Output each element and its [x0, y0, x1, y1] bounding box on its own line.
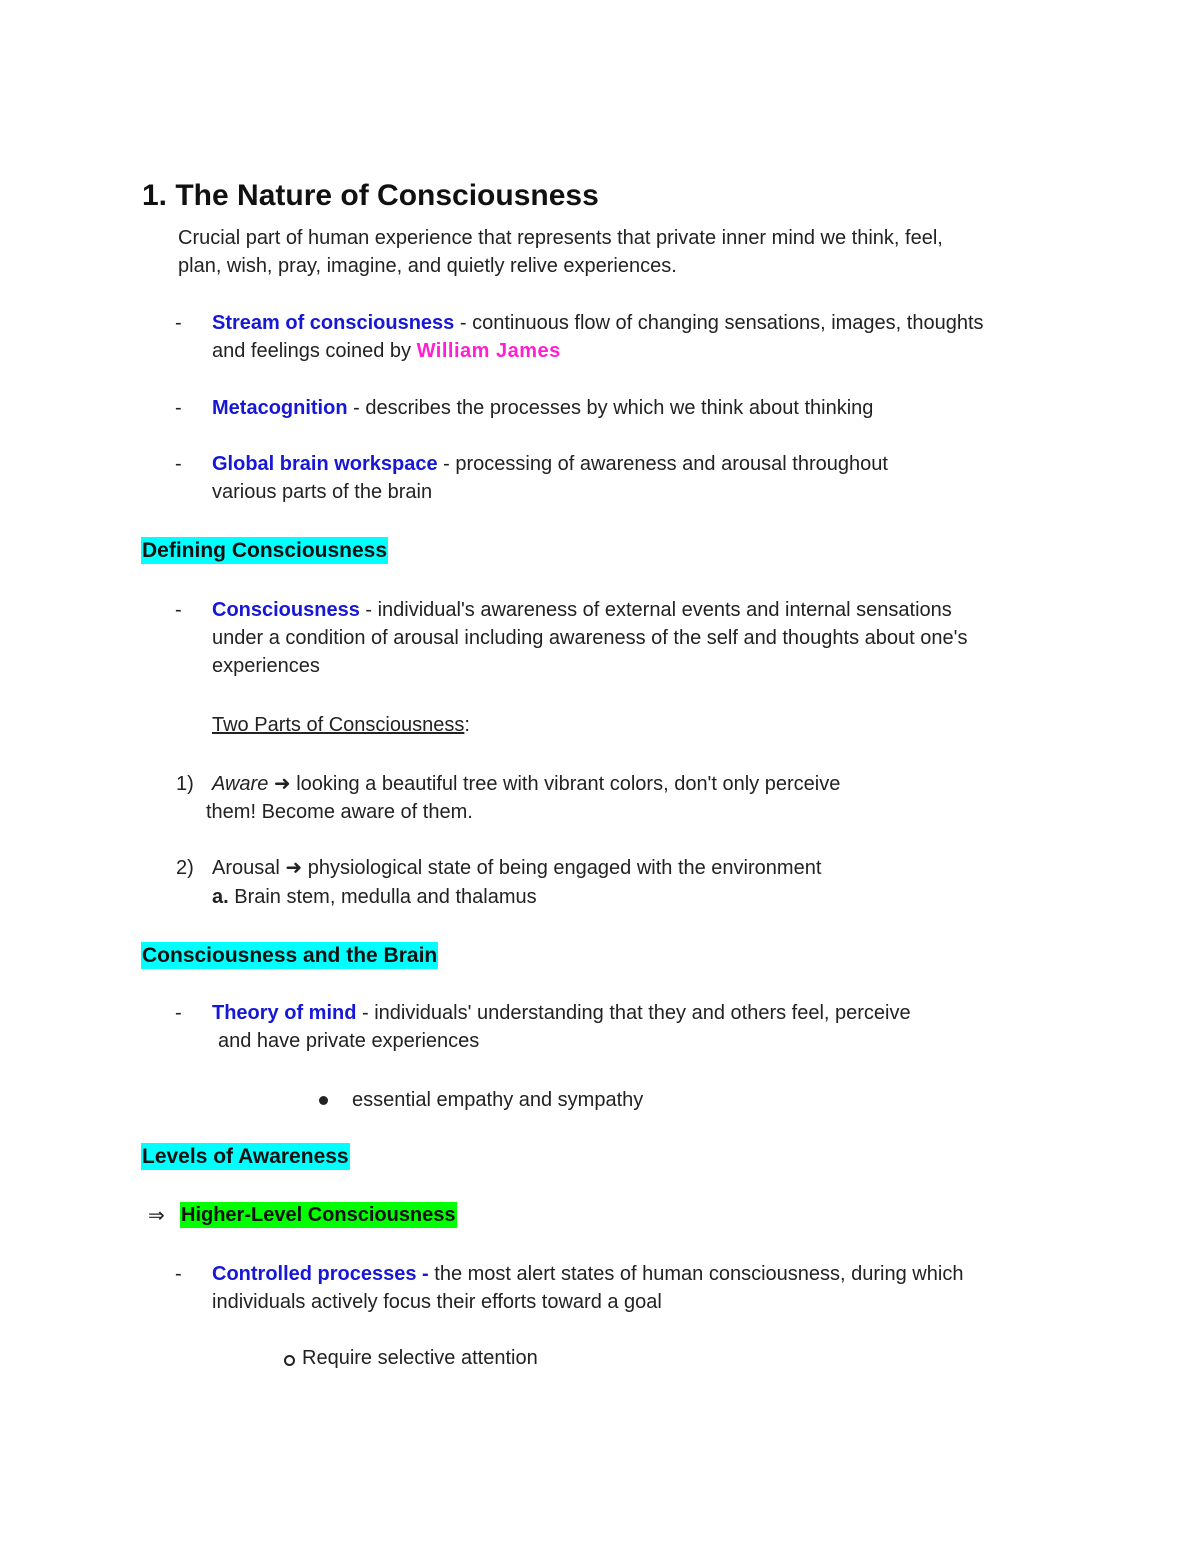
- list-item-stream-cont: [212, 337, 561, 365]
- list-item-theory-of-mind: [212, 999, 911, 1027]
- person-name: William James: [416, 340, 561, 362]
- list-item-stream: [212, 309, 984, 337]
- bullet-circle-icon: [284, 1355, 295, 1366]
- definition-text: and have private experiences: [218, 1030, 480, 1052]
- definition-text: the most alert states of human consciousness, during which: [428, 1263, 964, 1285]
- bullet-dash: -: [175, 453, 182, 475]
- subsection-heading-higher-level: Higher-Level Consciousness: [181, 1204, 456, 1226]
- term-stream-of-consciousness: Stream of consciousness: [212, 312, 455, 334]
- term-metacognition: Metacognition: [212, 397, 348, 419]
- sub-bullet-text: Require selective attention: [302, 1347, 538, 1369]
- arrow-icon: ➜: [285, 857, 303, 879]
- list-item-controlled-processes: [212, 1260, 963, 1288]
- part-arousal-sub: a. Brain stem, medulla and thalamus: [212, 886, 537, 908]
- definition-text: individuals actively focus their efforts toward a goal: [212, 1291, 662, 1313]
- bullet-dash: -: [175, 1263, 182, 1285]
- sub-bullet-text: essential empathy and sympathy: [352, 1089, 644, 1111]
- bullet-dash: -: [175, 1002, 182, 1024]
- term-controlled-processes: Controlled processes -: [212, 1263, 429, 1285]
- page-title: 1. The Nature of Consciousness: [142, 179, 599, 212]
- definition-text: - processing of awareness and arousal throughout: [437, 453, 888, 475]
- definition-text: - individual's awareness of external events and internal sensations: [359, 599, 952, 621]
- list-item-global-workspace: [212, 450, 888, 478]
- term-global-brain-workspace: Global brain workspace: [212, 453, 438, 475]
- section-heading-levels: Levels of Awareness: [142, 1145, 349, 1168]
- definition-text: various parts of the brain: [212, 481, 433, 503]
- definition-text: experiences: [212, 655, 320, 677]
- list-item-metacognition: [212, 394, 873, 422]
- definition-text: - describes the processes by which we think about thinking: [347, 397, 874, 419]
- part-aware: Aware ➜ looking a beautiful tree with vibrant colors, don't only perceive: [212, 773, 841, 795]
- definition-text: under a condition of arousal including awareness of the self and thoughts about one's: [212, 627, 968, 649]
- bullet-dash: -: [175, 397, 182, 419]
- part-number: 2): [176, 857, 194, 879]
- section-heading-defining: Defining Consciousness: [142, 539, 388, 562]
- arrow-icon: ➜: [273, 773, 291, 795]
- term-consciousness: Consciousness: [212, 599, 360, 621]
- definition-text: - continuous flow of changing sensations, images, thoughts: [454, 312, 984, 334]
- definition-text: - individuals' understanding that they and others feel, perceive: [356, 1002, 911, 1024]
- intro-line-2: plan, wish, pray, imagine, and quietly relive experiences.: [178, 255, 677, 277]
- double-arrow-icon: ⇒: [148, 1205, 165, 1227]
- part-arousal: Arousal ➜ physiological state of being engaged with the environment: [212, 857, 822, 879]
- subheading-two-parts: Two Parts of Consciousness:: [212, 714, 470, 736]
- list-item-consciousness: [212, 596, 952, 624]
- definition-text: and feelings coined by: [212, 340, 417, 362]
- bullet-dot-icon: [319, 1096, 328, 1105]
- part-number: 1): [176, 773, 194, 795]
- bullet-dash: -: [175, 312, 182, 334]
- section-heading-brain: Consciousness and the Brain: [142, 944, 438, 967]
- intro-line-1: Crucial part of human experience that represents that private inner mind we think, feel,: [178, 227, 943, 249]
- term-theory-of-mind: Theory of mind: [212, 1002, 357, 1024]
- bullet-dash: -: [175, 599, 182, 621]
- part-aware-cont: them! Become aware of them.: [206, 801, 473, 823]
